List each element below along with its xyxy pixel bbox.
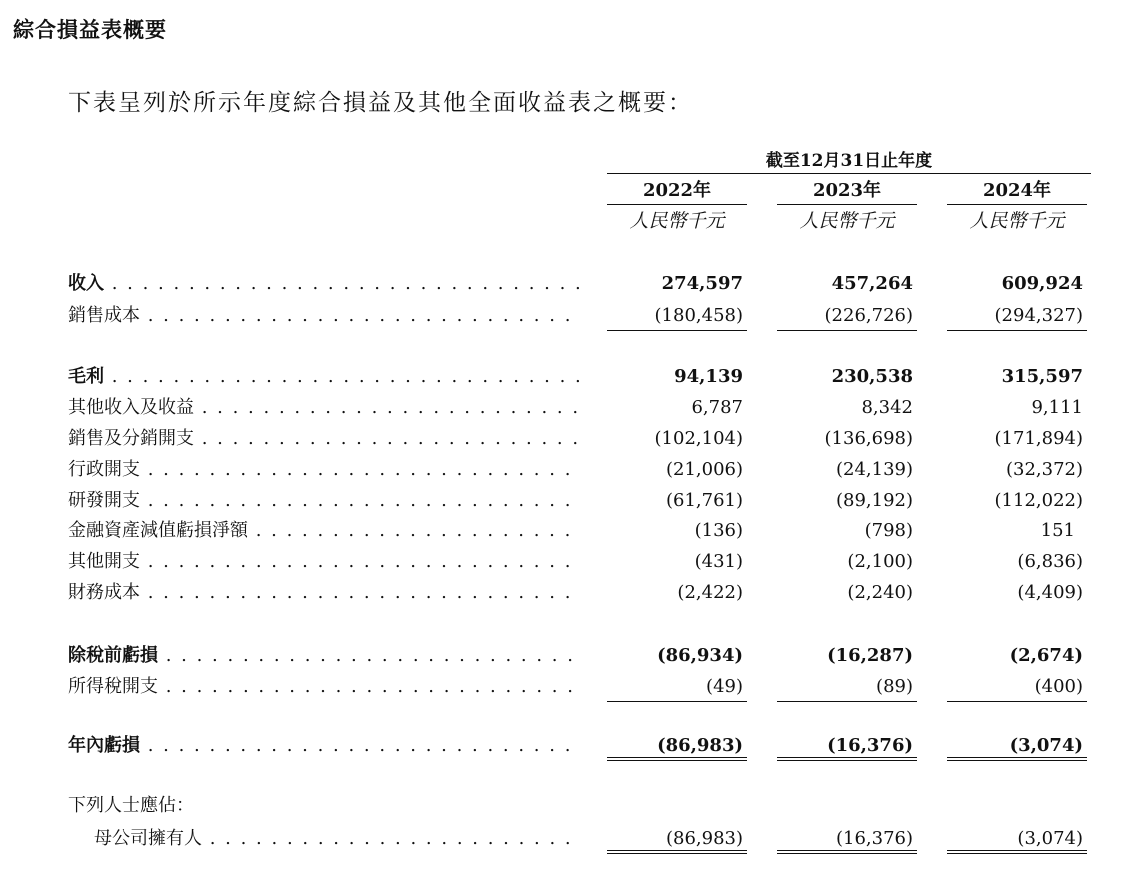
value-2022: 274,597: [661, 273, 743, 294]
row-label: 銷售成本 . . .: [68, 301, 580, 331]
value-2022: 94,139: [674, 366, 743, 387]
value-2022: (2,422): [677, 582, 743, 603]
table-row-other-income: [0, 393, 1132, 423]
value-2022: (136): [694, 520, 743, 541]
row-label: 行政開支 . . .: [68, 455, 580, 485]
value-2024: 315,597: [1001, 366, 1083, 387]
value-2022: (86,934): [657, 645, 743, 666]
row-label: 金融資產減值虧損淨額 . . .: [68, 516, 580, 546]
unit-label: 人民幣千元: [799, 210, 895, 232]
value-2024: (3,074): [947, 731, 1087, 761]
year-label: 2024年: [947, 178, 1087, 205]
unit-label: 人民幣千元: [629, 210, 725, 232]
value-2024: (32,372): [1005, 459, 1083, 480]
value-2022: (102,104): [654, 428, 743, 449]
value-2023: (798): [864, 520, 913, 541]
value-2024: (112,022): [994, 490, 1083, 511]
year-label: 2023年: [777, 178, 917, 205]
value-2024: (400): [947, 672, 1087, 702]
table-row-finance-costs: [0, 578, 1132, 608]
column-header-2024: [947, 178, 1087, 235]
value-2022: (431): [694, 551, 743, 572]
value-2023: (136,698): [824, 428, 913, 449]
value-2022: (180,458): [607, 301, 747, 331]
value-2023: (226,726): [777, 301, 917, 331]
row-label: 財務成本 . . .: [68, 578, 580, 608]
value-2023: 230,538: [831, 366, 913, 387]
value-2024: (294,327): [947, 301, 1087, 331]
row-label: 收入 . . .: [68, 269, 580, 299]
value-2023: 457,264: [831, 273, 913, 294]
value-2023: (24,139): [835, 459, 913, 480]
table-row-rnd-expenses: [0, 486, 1132, 516]
table-row-loss-for-year: [0, 731, 1132, 761]
table-row-selling-expenses: [0, 424, 1132, 454]
value-2024: (171,894): [994, 428, 1083, 449]
row-label: 除稅前虧損 . . .: [68, 641, 580, 671]
row-label: 下列人士應佔：: [68, 795, 194, 816]
table-row-gross-profit: [0, 362, 1132, 392]
value-2022: 6,787: [691, 397, 743, 418]
table-row-revenue: [0, 269, 1132, 299]
intro-text: 下表呈列於所示年度綜合損益及其他全面收益表之概要：: [68, 90, 693, 116]
value-2022: (21,006): [665, 459, 743, 480]
value-2023: (16,376): [777, 824, 917, 854]
section-heading: 綜合損益表概要: [13, 17, 167, 42]
row-label: 年內虧損 . . .: [68, 731, 580, 761]
row-label: 其他開支 . . .: [68, 547, 580, 577]
unit-label: 人民幣千元: [969, 210, 1065, 232]
row-label: 銷售及分銷開支 . . .: [68, 424, 580, 454]
value-2024: (3,074): [947, 824, 1087, 854]
column-header-2023: [777, 178, 917, 235]
value-2024: (6,836): [1017, 551, 1083, 572]
value-2023: 8,342: [861, 397, 913, 418]
period-header: 截至12月31日止年度: [607, 149, 1091, 174]
table-row-cost-of-sales: [0, 301, 1132, 331]
value-2023: (89): [777, 672, 917, 702]
value-2023: (16,376): [777, 731, 917, 761]
table-row-admin-expenses: [0, 455, 1132, 485]
table-row-income-tax: [0, 672, 1132, 702]
table-row-attributable-to: [0, 791, 1132, 821]
value-2024: 9,111: [1031, 397, 1083, 418]
value-2022: (61,761): [665, 490, 743, 511]
row-label: 毛利 . . .: [68, 362, 580, 392]
value-2024: (2,674): [1009, 645, 1083, 666]
value-2024: (4,409): [1017, 582, 1083, 603]
row-label: 母公司擁有人 . . .: [94, 824, 580, 854]
value-2022: (49): [607, 672, 747, 702]
value-2023: (16,287): [827, 645, 913, 666]
year-label: 2022年: [607, 178, 747, 205]
table-row-other-expenses: [0, 547, 1132, 577]
value-2023: (89,192): [835, 490, 913, 511]
column-header-2022: [607, 178, 747, 235]
table-row-loss-before-tax: [0, 641, 1132, 671]
row-label: 其他收入及收益 . . .: [68, 393, 580, 423]
value-2022: (86,983): [607, 731, 747, 761]
value-2022: (86,983): [607, 824, 747, 854]
row-label: 所得稅開支 . . .: [68, 672, 580, 702]
table-row-impairment: [0, 516, 1132, 546]
value-2023: (2,240): [847, 582, 913, 603]
value-2023: (2,100): [847, 551, 913, 572]
row-label: 研發開支 . . .: [68, 486, 580, 516]
value-2024: 151: [1040, 520, 1075, 541]
table-row-owners-of-parent: [0, 824, 1132, 854]
value-2024: 609,924: [1001, 273, 1083, 294]
